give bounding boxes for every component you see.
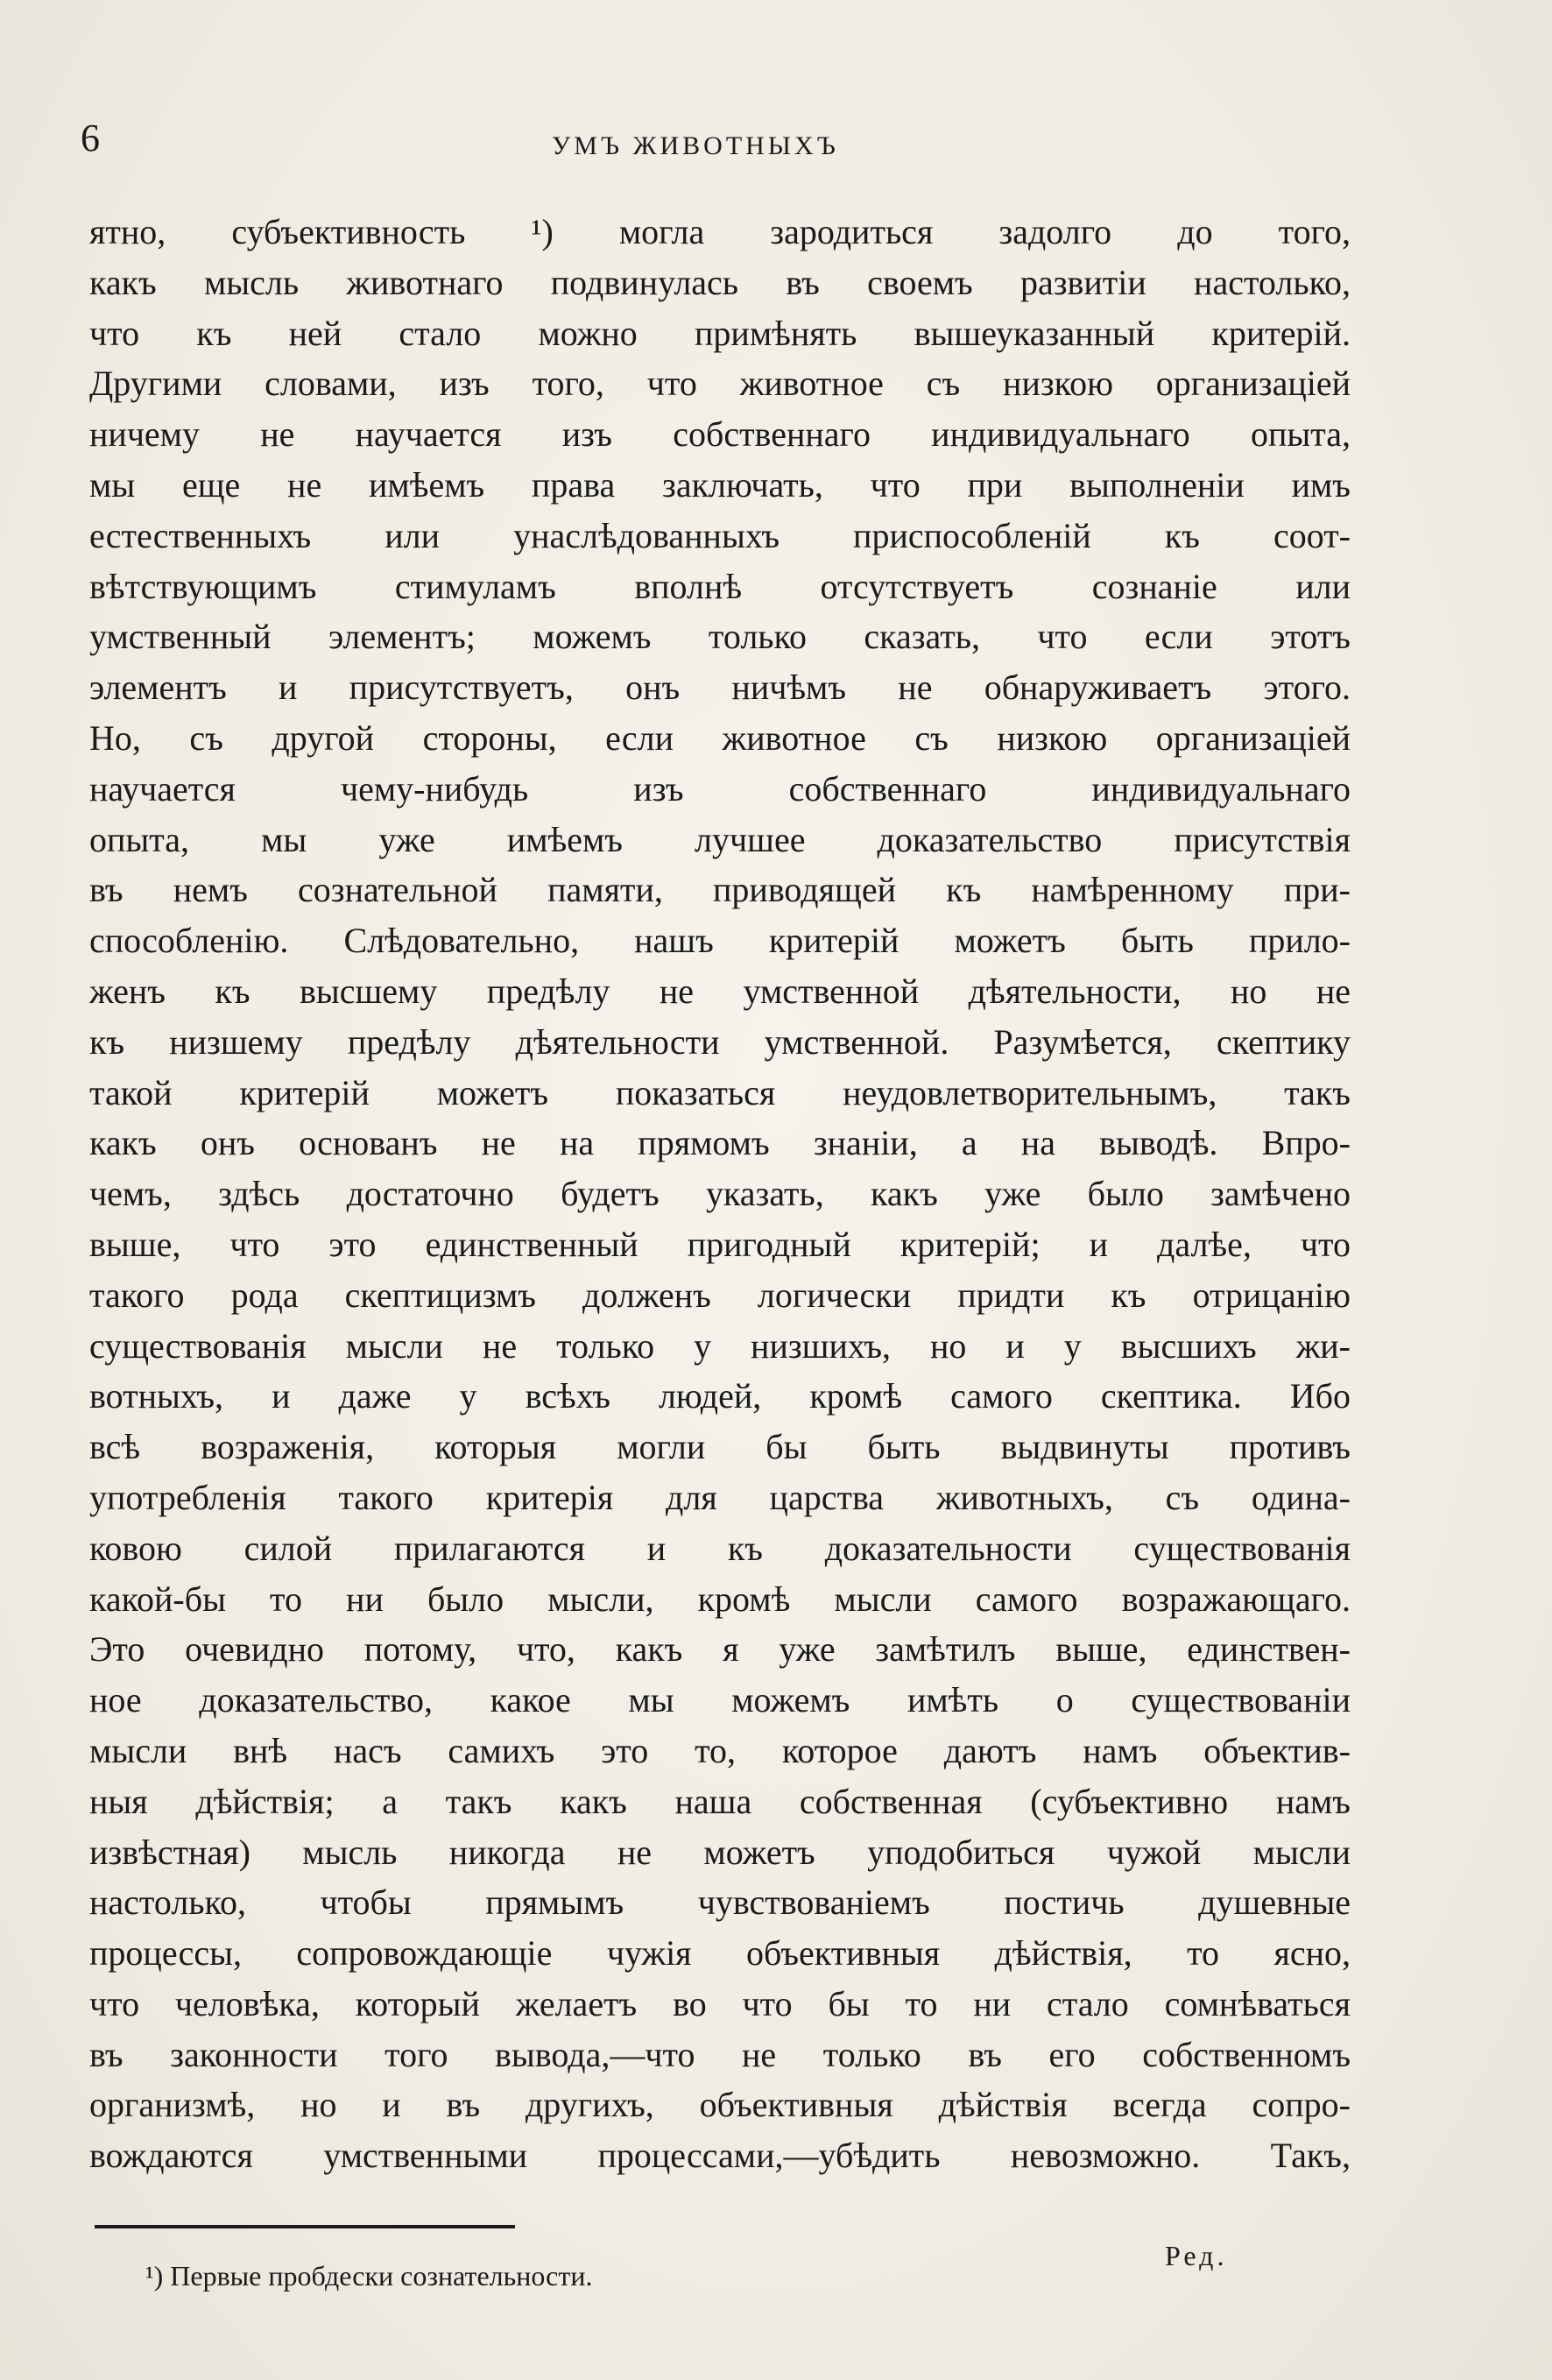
text-line: какъ мысль животнаго подвинулась въ своемъ развитіи настолько, — [89, 262, 1351, 302]
text-line: чемъ, здѣсь достаточно будетъ указать, какъ уже было замѣчено — [89, 1174, 1351, 1214]
text-line: организмѣ, но и въ другихъ, объективныя дѣйствія всегда сопро- — [89, 2085, 1351, 2125]
text-line: Но, съ другой стороны, если животное съ низкою организаціей — [89, 717, 1351, 758]
text-line: ятно, субъективность ¹) могла зародиться задолго до того, — [89, 212, 1351, 251]
text-line: существованія мысли не только у низшихъ, но и у высшихъ жи- — [89, 1325, 1351, 1366]
text-line: что человѣка, который желаетъ во что бы то ни стало сомнѣваться — [89, 1983, 1351, 2023]
text-line: ковою силой прилагаются и къ доказательности существованія — [89, 1528, 1351, 1568]
text-line: всѣ возраженія, которыя могли бы быть выдвинуты противъ — [89, 1427, 1351, 1467]
text-line: какой-бы то ни было мысли, кромѣ мысли самого возражающаго. — [89, 1578, 1351, 1619]
text-line: Это очевидно потому, что, какъ я уже замѣтилъ выше, единствен- — [89, 1629, 1351, 1670]
editor-mark: Ред. — [1165, 2240, 1228, 2271]
body-text — [89, 207, 1351, 2181]
text-line: настолько, чтобы прямымъ чувствованіемъ постичь душевные — [89, 1882, 1351, 1923]
text-line: такого рода скептицизмъ долженъ логически придти къ отрицанію — [89, 1275, 1351, 1315]
running-head: УМЪ ЖИВОТНЫХЪ — [552, 131, 839, 160]
text-line: что къ ней стало можно примѣнять вышеуказанный критерій. — [89, 313, 1351, 353]
text-line: ное доказательство, какое мы можемъ имѣть о существованіи — [89, 1680, 1351, 1720]
footnote-rule — [95, 2225, 515, 2228]
text-line: ничему не научается изъ собственнаго индивидуальнаго опыта, — [89, 414, 1351, 455]
text-line: ныя дѣйствія; а такъ какъ наша собственная (субъективно намъ — [89, 1781, 1351, 1821]
text-line: въ законности того вывода,—что не только въ его собственномъ — [89, 2034, 1351, 2074]
footnote: ¹) Первые пробдески сознательности. — [145, 2260, 593, 2292]
text-line: умственный элементъ; можемъ только сказать, что если этотъ — [89, 617, 1351, 657]
text-line: элементъ и присутствуетъ, онъ ничѣмъ не обнаруживаетъ этого. — [89, 667, 1351, 708]
page-number: 6 — [81, 117, 100, 159]
text-line: Другими словами, изъ того, что животное съ низкою организаціей — [89, 364, 1351, 404]
text-line: процессы, сопровождающіе чужія объективныя дѣйствія, то ясно, — [89, 1933, 1351, 1974]
text-line: употребленія такого критерія для царства животныхъ, съ одина- — [89, 1477, 1351, 1517]
text-line: научается чему-нибудь изъ собственнаго индивидуальнаго — [89, 768, 1351, 809]
text-line: способленію. Слѣдовательно, нашъ критерій можетъ быть прило- — [89, 921, 1351, 961]
text-line: выше, что это единственный пригодный критерій; и далѣе, что — [89, 1224, 1351, 1264]
text-line: естественныхъ или унаслѣдованныхъ приспособленій къ соот- — [89, 515, 1351, 555]
text-line: вотныхъ, и даже у всѣхъ людей, кромѣ самого скептика. Ибо — [89, 1376, 1351, 1416]
text-line: къ низшему предѣлу дѣятельности умственной. Разумѣется, скептику — [89, 1021, 1351, 1062]
text-line: мысли внѣ насъ самихъ это то, которое даютъ намъ объектив- — [89, 1730, 1351, 1770]
text-line: вождаются умственными процессами,—убѣдить невозможно. Такъ, — [89, 2136, 1351, 2176]
text-line: такой критерій можетъ показаться неудовлетворительнымъ, такъ — [89, 1072, 1351, 1112]
text-line: извѣстная) мысль никогда не можетъ уподобиться чужой мысли — [89, 1832, 1351, 1872]
text-line: мы еще не имѣемъ права заключать, что при выполненіи имъ — [89, 464, 1351, 505]
text-line: женъ къ высшему предѣлу не умственной дѣятельности, но не — [89, 971, 1351, 1011]
text-line: какъ онъ основанъ не на прямомъ знаніи, а на выводѣ. Впро- — [89, 1123, 1351, 1163]
text-line: вѣтствующимъ стимуламъ вполнѣ отсутствуетъ сознаніе или — [89, 566, 1351, 606]
text-line: опыта, мы уже имѣемъ лучшее доказательство присутствія — [89, 819, 1351, 859]
text-line: въ немъ сознательной памяти, приводящей къ намѣренному при- — [89, 870, 1351, 910]
